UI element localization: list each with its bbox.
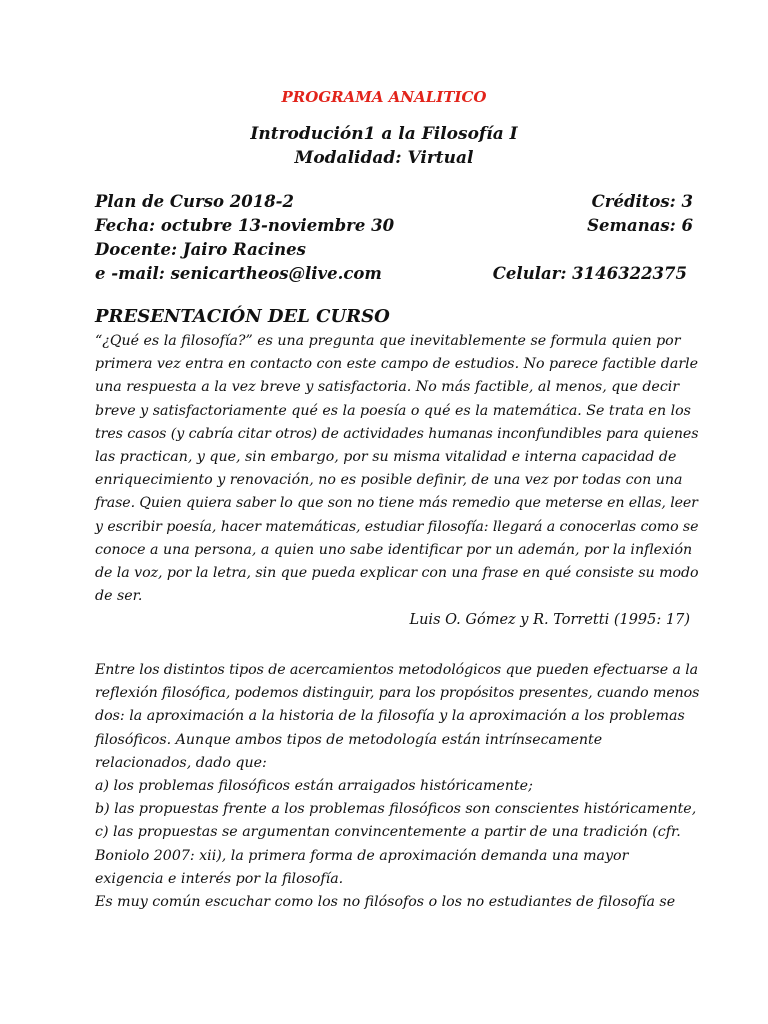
info-row-contact bbox=[95, 262, 693, 286]
text-line: Entre los distintos tipos de acercamientos metodológicos que pueden efectuarse a la bbox=[95, 662, 699, 678]
text-line: conoce a una persona, a quien uno sabe identificar por un ademán, por la inflexión bbox=[95, 541, 693, 558]
text-line: de ser. bbox=[95, 588, 143, 605]
text-line: b) las propuestas frente a los problemas filosóficos son conscientes históricamente, bbox=[95, 801, 697, 818]
text-line: Boniolo 2007: xii), la primera forma de aproximación demanda una mayor bbox=[95, 847, 629, 864]
section-heading: PRESENTACIÓN DEL CURSO bbox=[95, 306, 390, 327]
info-row-teacher bbox=[95, 238, 693, 262]
dates-label: Fecha: octubre 13-noviembre 30 bbox=[95, 216, 395, 235]
info-row-plan bbox=[95, 190, 693, 214]
quote-attribution: Luis O. Gómez y R. Torretti (1995: 17) bbox=[409, 612, 690, 628]
modality: Modalidad: Virtual bbox=[294, 148, 474, 168]
text-line: “¿Qué es la filosofía?” es una pregunta que inevitablemente se formula quien por bbox=[95, 333, 681, 349]
course-name: Introdución1 a la Filosofía I bbox=[250, 124, 518, 144]
text-line: de la voz, por la letra, sin que pueda explicar con una frase en qué consiste su modo bbox=[95, 565, 699, 582]
text-line: una respuesta a la vez breve y satisfactoria. No más factible, al menos, que decir bbox=[95, 379, 680, 396]
text-line: filosóficos. Aunque ambos tipos de metodología están intrínsecamente bbox=[95, 731, 603, 748]
text-line: a) los problemas filosóficos están arraigados históricamente; bbox=[95, 778, 533, 795]
text-line: exigencia e interés por la filosofía. bbox=[95, 870, 344, 887]
phone-label: Celular: 3146322375 bbox=[492, 264, 687, 283]
text-line: breve y satisfactoriamente qué es la poesía o qué es la matemática. Se trata en los bbox=[95, 402, 691, 419]
quote-paragraph bbox=[95, 330, 698, 608]
weeks-label: Semanas: 6 bbox=[587, 216, 693, 235]
text-line: y escribir poesía, hacer matemáticas, estudiar filosofía: llegará a conocerlas como se bbox=[95, 518, 699, 535]
text-line: tres casos (y cabría citar otros) de actividades humanas inconfundibles para quienes bbox=[95, 425, 699, 442]
text-line: dos: la aproximación a la historia de la filosofía y la aproximación a los problemas bbox=[95, 708, 685, 725]
email-label: e -mail: senicartheos@live.com bbox=[95, 264, 382, 283]
text-line: las practican, y que, sin embargo, por su misma vitalidad e interna capacidad de bbox=[95, 449, 677, 466]
program-title: PROGRAMA ANALITICO bbox=[281, 88, 487, 106]
body-paragraph bbox=[95, 659, 698, 914]
text-line: primera vez entra en contacto con este campo de estudios. No parece factible darle bbox=[95, 356, 698, 373]
plan-label: Plan de Curso 2018-2 bbox=[95, 192, 294, 211]
text-line: frase. Quien quiera saber lo que son no tiene más remedio que meterse en ellas, leer bbox=[95, 495, 698, 512]
text-line: reflexión filosófica, podemos distinguir, para los propósitos presentes, cuando menos bbox=[95, 685, 700, 702]
text-line: enriquecimiento y renovación, no es posible definir, de una vez por todas con una bbox=[95, 472, 683, 489]
text-line: c) las propuestas se argumentan convincentemente a partir de una tradición (cfr. bbox=[95, 824, 681, 841]
info-row-dates bbox=[95, 214, 693, 238]
text-line: relacionados, dado que: bbox=[95, 754, 267, 771]
course-title-block bbox=[0, 122, 768, 170]
text-line: Es muy común escuchar como los no filósofos o los no estudiantes de filosofía se bbox=[95, 894, 676, 911]
credits-label: Créditos: 3 bbox=[591, 192, 693, 211]
teacher-label: Docente: Jairo Racines bbox=[95, 240, 306, 259]
